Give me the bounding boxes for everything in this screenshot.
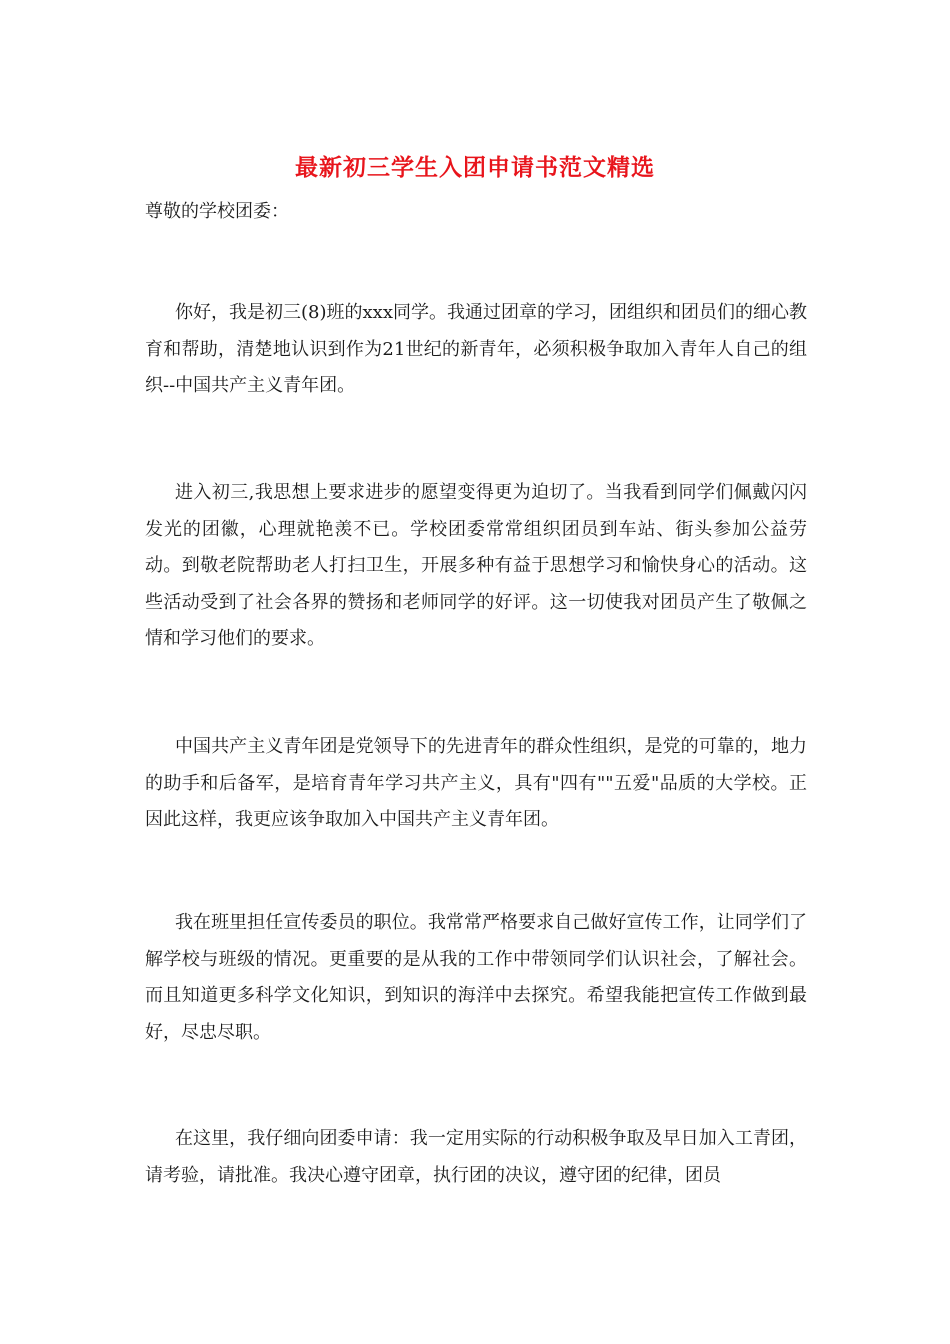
document-title: 最新初三学生入团申请书范文精选	[295, 154, 655, 181]
body-paragraph-5: 在这里，我仔细向团委申请：我一定用实际的行动积极争取及早日加入工青团，请考验，请批准。我决心遵守团章，执行团的决议，遵守团的纪律，团员	[145, 1128, 807, 1186]
body-paragraph-3: 中国共产主义青年团是党领导下的先进青年的群众性组织，是党的可靠的，地力的助手和后备军，是培育青年学习共产主义，具有"四有""五爱"品质的大学校。正因此这样，我更应该争取加入中国共产主义青年团。	[145, 736, 807, 830]
body-paragraph-2: 进入初三,我思想上要求进步的愿望变得更为迫切了。当我看到同学们佩戴闪闪发光的团徽，心理就艳羡不已。学校团委常常组织团员到车站、街头参加公益劳动。到敬老院帮助老人打扫卫生，开展多种有益于思想学习和愉快身心的活动。这些活动受到了社会各界的赞扬和老师同学的好评。这一切使我对团员产生了敬佩之情和学习他们的要求。	[145, 482, 807, 649]
body-paragraph-4: 我在班里担任宣传委员的职位。我常常严格要求自己做好宣传工作，让同学们了解学校与班级的情况。更重要的是从我的工作中带领同学们认识社会，了解社会。而且知道更多科学文化知识，到知识的海洋中去探究。希望我能把宣传工作做到最好，尽忠尽职。	[145, 912, 807, 1043]
body-paragraph-1: 你好，我是初三(8)班的xxx同学。我通过团章的学习，团组织和团员们的细心教育和帮助，清楚地认识到作为21世纪的新青年，必须积极争取加入青年人自己的组织--中国共产主义青年团。	[145, 302, 807, 396]
salutation: 尊敬的学校团委：	[145, 201, 289, 222]
